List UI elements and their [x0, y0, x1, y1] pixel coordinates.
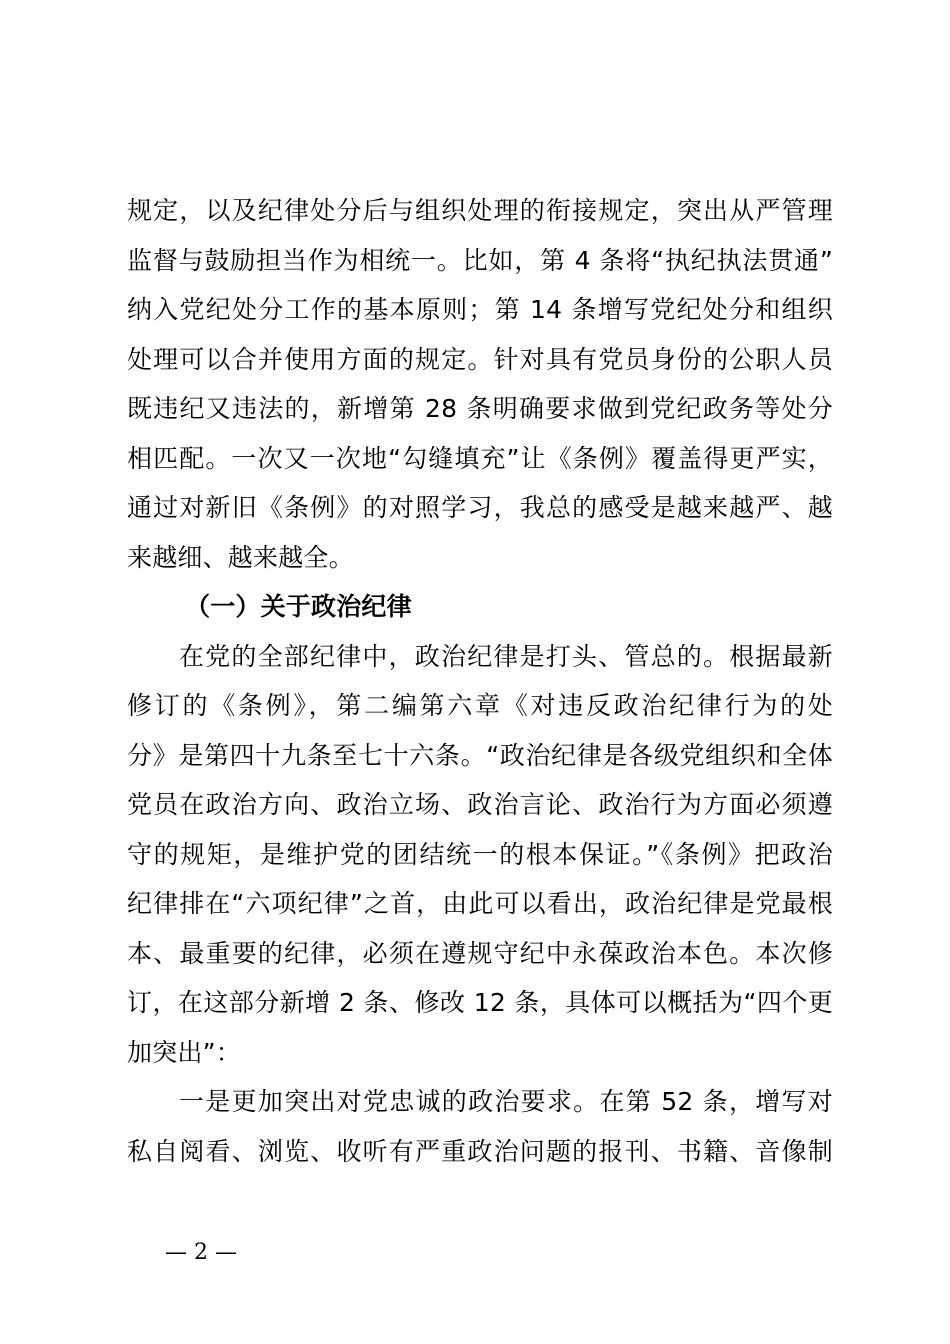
body-text [127, 186, 833, 1176]
text-line: 党员在政治方向、政治立场、政治言论、政治行为方面必须遵 [127, 790, 833, 819]
text-line: 监督与鼓励担当作为相统一。比如，第 4 条将“执纪执法贯通” [127, 245, 833, 275]
text-line: 纪律排在“六项纪律”之首，由此可以看出，政治纪律是党最根 [127, 889, 833, 918]
text-line: 守的规矩，是维护党的团结统一的根本保证。”《条例》把政治 [127, 839, 833, 869]
text-line: 加突出”： [127, 1037, 241, 1067]
text-line: 来越细、越来越全。 [127, 542, 354, 572]
text-line: 分》是第四十九条至七十六条。“政治纪律是各级党组织和全体 [127, 740, 833, 770]
text-line: 本、最重要的纪律，必须在遵规守纪中永葆政治本色。本次修 [127, 938, 833, 968]
text-line: 既违纪又违法的，新增第 28 条明确要求做到党纪政务等处分 [127, 394, 833, 423]
text-line: 私自阅看、浏览、收听有严重政治问题的报刊、书籍、音像制 [127, 1136, 833, 1166]
text-line: 规定，以及纪律处分后与组织处理的衔接规定，突出从严管理 [127, 196, 833, 225]
text-line: 修订的《条例》，第二编第六章《对违反政治纪律行为的处 [127, 691, 833, 720]
text-line: 一是更加突出对党忠诚的政治要求。在第 52 条，增写对 [179, 1087, 833, 1116]
text-line: 通过对新旧《条例》的对照学习，我总的感受是越来越严、越 [127, 493, 833, 522]
text-line: 在党的全部纪律中，政治纪律是打头、管总的。根据最新 [179, 641, 833, 671]
page-number: — 2 — [165, 1240, 237, 1265]
text-line: 处理可以合并使用方面的规定。针对具有党员身份的公职人员 [127, 344, 833, 374]
section-heading: （一）关于政治纪律 [185, 592, 412, 621]
text-line: 相匹配。一次又一次地“勾缝填充”让《条例》覆盖得更严实， [127, 443, 833, 473]
text-line: 订，在这部分新增 2 条、修改 12 条，具体可以概括为“四个更 [127, 988, 833, 1017]
text-line: 纳入党纪处分工作的基本原则；第 14 条增写党纪处分和组织 [127, 295, 833, 324]
